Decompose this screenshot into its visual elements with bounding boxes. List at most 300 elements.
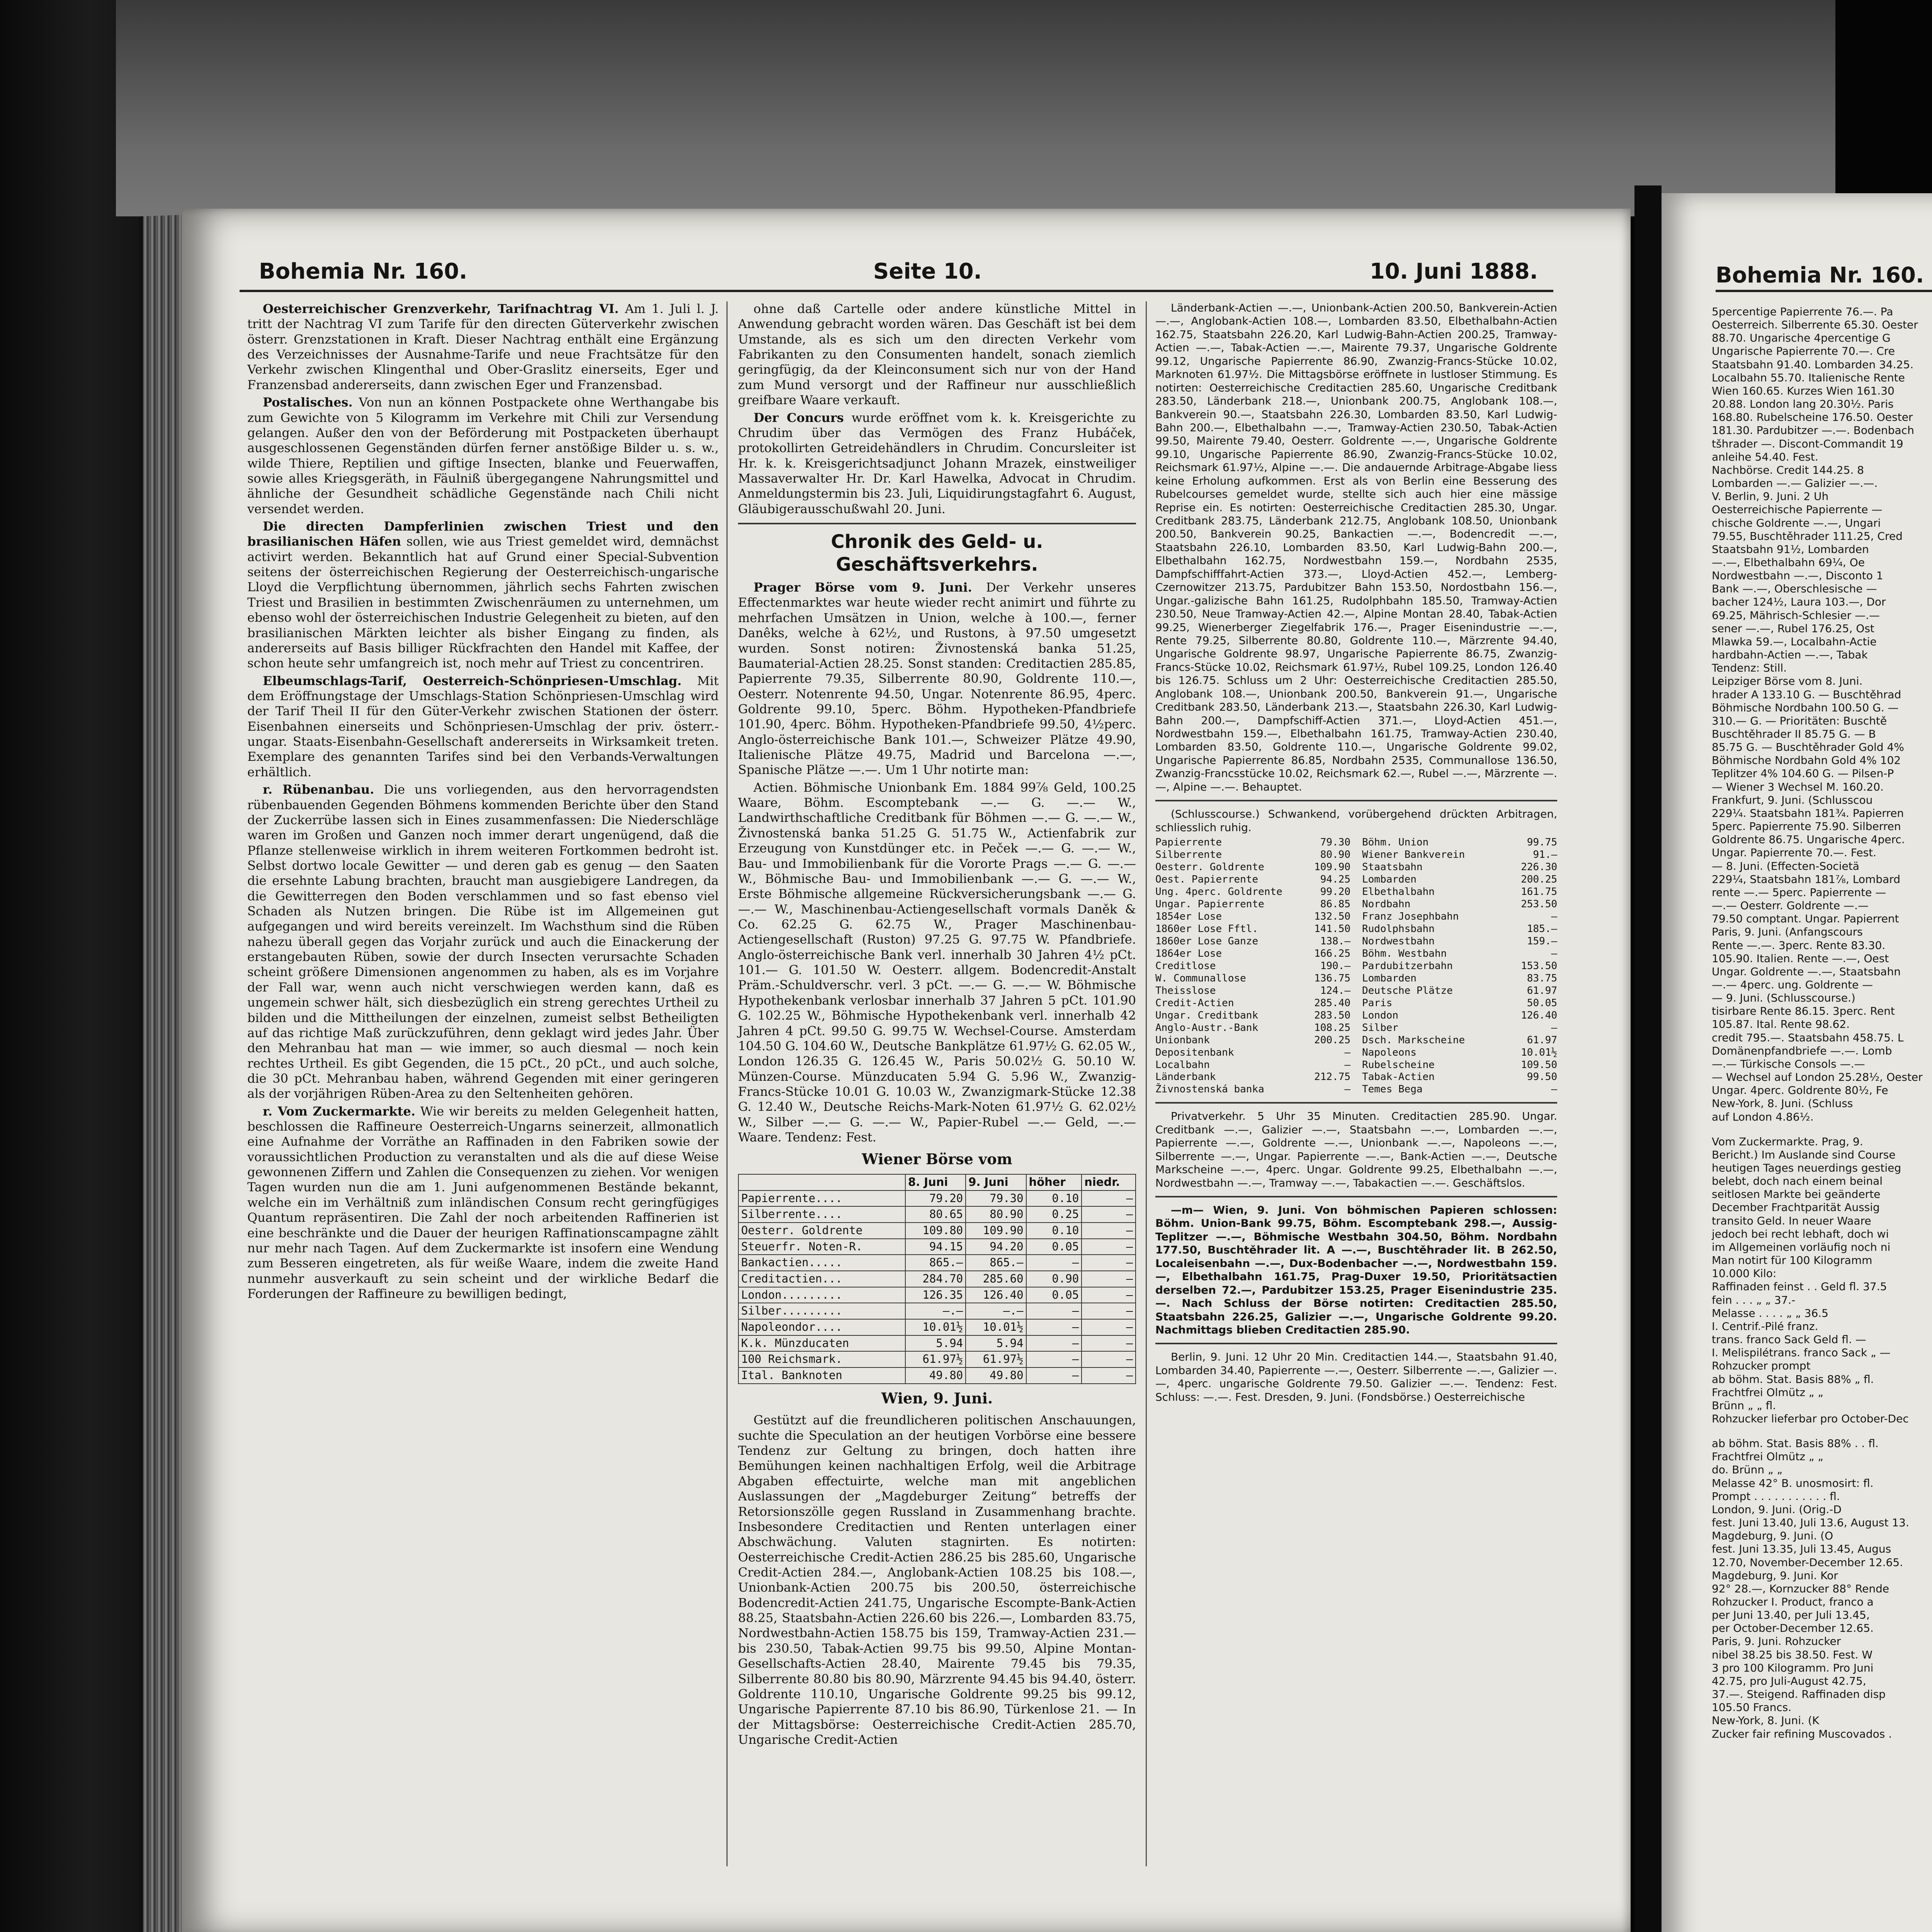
- course-value: 61.97: [1527, 1034, 1557, 1046]
- course-value: 99.20: [1320, 886, 1350, 898]
- course-item: [1362, 911, 1557, 923]
- text-line: Wien 160.65. Kurzes Wien 161.30: [1712, 384, 1895, 397]
- course-name: Ungar. Creditbank: [1155, 1009, 1259, 1021]
- table-cell: 49.80: [905, 1367, 966, 1384]
- page-header: [240, 243, 1553, 292]
- course-item: [1362, 1034, 1557, 1047]
- adjacent-page: [1662, 193, 1932, 1932]
- text-line: transito Geld. In neuer Waare: [1712, 1214, 1871, 1227]
- text-line: Bank —.—, Oberschlesische —: [1712, 582, 1877, 595]
- article-wien: Gestützt auf die freundlicheren politischen Anschauungen, suchte die Speculation an der heutigen Vorbörse eine bessere Tendenz zur Geltung zu bringen, doch hatten ihre Bemühungen keinen nachhaltigen Erfolg, weil die Arbitrage Abgaben effectuirte, welche man mit angeblichen Auslassungen der „Magdeburger Zeitung“ betreffs der Retorsionszölle gegen Russland in Zusammenhang brachte. Insbesondere Creditactien und Renten unterlagen einer Abschwächung. Valuten stagnirten. Es notirten: Oesterreichische Credit-Actien 286.25 bis 285.60, Ungarische Credit-Actien 284.—, Anglobank-Actien 108.25 bis 108.—, Unionbank-Actien 200.75 bis 200.50, österreichische Bodencredit-Actien 241.75, Ungarische Escompte-Bank-Actien 88.25, Staatsbahn-Actien 226.60 bis 226.—, Lombarden 83.75, Nordwestbahn-Actien 158.75 bis 159, Tramway-Actien 231.— bis 230.50, Tabak-Actien 99.75 bis 99.50, Alpine Montan-Gesellschafts-Actien 28.40, Mairente 79.45 bis 79.35, Silberrente 80.80 bis 80.90, Märzrente 94.45 bis 94.40, österr. Goldrente 110.10, Ungarische Goldrente 99.25 bis 99.12, Ungarische Papierrente 87.10 bis 86.90, Türkenlose 21. — In der Mittagsbörse: Oesterreichische Credit-Actien 285.70, Ungarische Credit-Actien: [738, 1413, 1136, 1747]
- table-cell: Silber.........: [738, 1303, 905, 1319]
- course-item: [1155, 923, 1350, 935]
- text-line: 12.70, November-December 12.65.: [1712, 1556, 1903, 1569]
- section-divider: [1155, 1196, 1557, 1197]
- column-left: [247, 301, 719, 1304]
- course-value: 94.25: [1320, 873, 1350, 885]
- table-cell: —: [1082, 1190, 1136, 1207]
- table-cell: —: [1026, 1351, 1082, 1367]
- table-cell: 285.60: [966, 1271, 1026, 1287]
- article-schlusscourse: (Schlusscourse.) Schwankend, vorübergehend drückten Arbitragen, schliesslich ruhig.: [1155, 808, 1557, 834]
- course-item: [1362, 997, 1557, 1010]
- text-line: Rohzucker prompt: [1712, 1359, 1811, 1372]
- article-title: Der Concurs: [753, 410, 844, 425]
- table-cell: K.k. Münzducaten: [738, 1335, 905, 1352]
- course-name: 1864er Lose: [1155, 947, 1222, 959]
- course-value: 124.—: [1320, 985, 1350, 997]
- text-line: rente —.— 5perc. Papierrente —: [1712, 886, 1886, 899]
- article-text: sollen, wie aus Triest gemeldet wird, demnächst activirt werden. Bekanntlich hat auf Grund einer Special-Subvention seitens der österreichischen Regierung der Oesterreichisch-ungarische Lloyd die Verpflichtung übernommen, jährlich sechs Fahrten zwischen Triest und Brasilien in bestimmten Zwischenräumen zu unternehmen, um ebenso wohl der österreichischen Industrie Gelegenheit zu bieten, auf den brasilianischen Märkten leichter als bisher Eingang zu finden, als andererseits auf Basis billiger Rückfrachten den Handel mit Kaffee, der schon heute sehr umfangreich ist, noch mehr auf Triest zu concentriren.: [247, 534, 719, 671]
- text-line: 105.90. Italien. Rente —.—, Oest: [1712, 952, 1889, 965]
- course-item: [1155, 985, 1350, 997]
- article-prager-boerse: [738, 580, 1136, 778]
- text-line: chische Goldrente —.—, Ungari: [1712, 516, 1881, 529]
- text-line: fest. Juni 13.35, Juli 13.45, Augus: [1712, 1543, 1891, 1556]
- table-cell: 61.97½: [905, 1351, 966, 1367]
- text-line: —.—, Elbethalbahn 69¼, Oe: [1712, 556, 1865, 569]
- text-line: Frachtfrei Olmütz „ „: [1712, 1386, 1823, 1399]
- table-cell: —: [1026, 1255, 1082, 1271]
- table-header: [738, 1174, 905, 1190]
- text-line: nibel 38.25 bis 38.50. Fest. W: [1712, 1648, 1873, 1661]
- table-cell: Ital. Banknoten: [738, 1367, 905, 1384]
- course-value: 153.50: [1521, 960, 1557, 972]
- article-text: Am 1. Juli l. J. tritt der Nachtrag VI zum Tarife für den directen Güterverkehr zwischen österr. Grenzstationen in Kraft. Dieser Nachtrag enthält eine Ergänzung des Verzeichnisses der Ausnahme-Tarife und neue Frachtsätze für den Verkehr zwischen Klingenthal und Ober-Graslitz einerseits, Eger und Franzensbad andererseits, dann zwischen Eger und Franzensbad.: [247, 301, 719, 392]
- text-line: 92° 28.—, Kornzucker 88° Rende: [1712, 1582, 1889, 1595]
- text-line: Paris, 9. Juni. Rohzucker: [1712, 1635, 1841, 1648]
- text-line: 20.88. London lang 20.30½. Paris: [1712, 398, 1894, 411]
- text-line: I. Centrif.-Pilé franz.: [1712, 1320, 1818, 1333]
- course-value: 212.75: [1314, 1071, 1350, 1083]
- text-line: Buschtěhrader II 85.75 G. — B: [1712, 728, 1876, 740]
- text-line: ab böhm. Stat. Basis 88% . . fl.: [1712, 1437, 1879, 1450]
- table-cell: —: [1082, 1271, 1136, 1287]
- text-line: hardbahn-Actien —.—, Tabak: [1712, 648, 1868, 662]
- table-cell: 94.20: [966, 1239, 1026, 1255]
- course-value: 91.—: [1533, 849, 1557, 861]
- text-line: per October-December 12.65.: [1712, 1622, 1874, 1635]
- course-item: [1362, 985, 1557, 997]
- text-line: 168.80. Rubelscheine 176.50. Oester: [1712, 411, 1913, 424]
- text-line: Melasse . . . . „ „ 36.5: [1712, 1306, 1828, 1320]
- film-background-top: [116, 0, 1835, 216]
- text-line: Böhmische Nordbahn 100.50 G. —: [1712, 701, 1899, 714]
- text-line: — Wechsel auf London 25.28½, Oester: [1712, 1071, 1923, 1084]
- text-line: V. Berlin, 9. Juni. 2 Uh: [1712, 490, 1829, 503]
- course-value: 86.85: [1320, 898, 1350, 910]
- text-line: fein . . . „ „ 37.-: [1712, 1293, 1796, 1306]
- newspaper-page: [182, 209, 1631, 1932]
- course-name: 1860er Lose Ganze: [1155, 935, 1259, 947]
- text-line: Oesterreich. Silberrente 65.30. Oester: [1712, 318, 1918, 332]
- text-line: sener —.—, Rubel 176.25, Ost: [1712, 622, 1874, 635]
- course-value: 226.30: [1521, 861, 1557, 873]
- table-cell: 109.90: [966, 1223, 1026, 1239]
- course-name: Lombarden: [1362, 972, 1417, 984]
- course-item: [1155, 837, 1350, 849]
- article-title: Elbeumschlags-Tarif, Oesterreich-Schönpriesen-Umschlag.: [263, 673, 682, 688]
- article-title: Prager Börse vom 9. Juni.: [753, 580, 972, 595]
- course-name: Depositenbank: [1155, 1046, 1234, 1058]
- text-line: Ungarische Papierrente 70.—. Cre: [1712, 345, 1895, 358]
- text-line: belebt, doch nach einem beinal: [1712, 1175, 1883, 1188]
- article-berlin: Berlin, 9. Juni. 12 Uhr 20 Min. Creditactien 144.—, Staatsbahn 91.40, Lombarden 34.40, Papierrente —.—, Oesterr. Silberrente —.—, Galizier —.—, 4perc. ungarische Goldrente 79.50. Galizier —.—. Tendenz: Fest. Schluss: —.—. Fest. Dresden, 9. Juni. (Fondsbörse.) Oesterreichische: [1155, 1350, 1557, 1403]
- text-line: heutigen Tages neuerdings gestieg: [1712, 1162, 1901, 1174]
- course-value: 166.25: [1314, 947, 1350, 959]
- course-name: Ung. 4perc. Goldrente: [1155, 886, 1282, 898]
- text-line: Mlawka 59.—, Localbahn-Actie: [1712, 635, 1877, 648]
- course-name: Rubelscheine: [1362, 1059, 1435, 1071]
- table-header: 9. Juni: [966, 1174, 1026, 1190]
- text-line: tisirbare Rente 86.15. 3perc. Rent: [1712, 1005, 1895, 1018]
- text-line: im Allgemeinen vorläufig noch ni: [1712, 1240, 1891, 1253]
- text-line: Domänenpfandbriefe —.—. Lomb: [1712, 1044, 1892, 1057]
- course-item: [1362, 1047, 1557, 1059]
- text-line: credit 795.—. Staatsbahn 458.75. L: [1712, 1031, 1904, 1044]
- course-name: Tabak-Actien: [1362, 1071, 1435, 1083]
- table-row: [738, 1190, 1136, 1207]
- text-line: — 8. Juni. (Effecten-Societä: [1712, 859, 1859, 872]
- table-header: höher: [1026, 1174, 1082, 1190]
- table-cell: Papierrente....: [738, 1190, 905, 1207]
- course-name: Rudolphsbahn: [1362, 923, 1435, 935]
- course-item: [1155, 960, 1350, 973]
- table-row: [738, 1319, 1136, 1335]
- text-line: ab böhm. Stat. Basis 88% „ fl.: [1712, 1372, 1874, 1386]
- course-name: Staatsbahn: [1362, 861, 1423, 873]
- course-item: [1362, 1071, 1557, 1083]
- table-row: [738, 1287, 1136, 1303]
- course-name: 1854er Lose: [1155, 910, 1222, 922]
- course-name: Lombarden: [1362, 873, 1417, 885]
- text-line: Raffinaden feinst . . Geld fl. 37.5: [1712, 1280, 1887, 1293]
- text-line: I. Melispilétrans. franco Sack „ —: [1712, 1346, 1891, 1359]
- text-line: hrader A 133.10 G. — Buschtěhrad: [1712, 688, 1901, 701]
- text-line: Lombarden —.— Galizier —.—.: [1712, 477, 1878, 490]
- table-cell: Creditactien...: [738, 1271, 905, 1287]
- text-line: 181.30. Pardubitzer —.—. Bodenbach: [1712, 424, 1914, 437]
- text-line: Frachtfrei Olmütz „ „: [1712, 1450, 1823, 1463]
- course-value: —: [1551, 910, 1557, 922]
- text-line: Staatsbahn 91½, Lombarden: [1712, 543, 1869, 556]
- text-line: 85.75 G. — Buschtěhrader Gold 4%: [1712, 741, 1904, 754]
- table-cell: 100 Reichsmark.: [738, 1351, 905, 1367]
- text-line: Staatsbahn 91.40. Lombarden 34.25.: [1712, 358, 1914, 371]
- course-value: —: [1344, 1046, 1350, 1058]
- course-value: 136.75: [1314, 972, 1350, 984]
- table-cell: 79.30: [966, 1190, 1026, 1207]
- text-line: trans. franco Sack Geld fl. —: [1712, 1333, 1866, 1346]
- text-line: do. Brünn „ „: [1712, 1463, 1782, 1476]
- text-line: New-York, 8. Juni. (Schluss: [1712, 1097, 1853, 1110]
- course-name: Temes Bega: [1362, 1083, 1423, 1095]
- text-line: 105.87. Ital. Rente 98.62.: [1712, 1018, 1850, 1031]
- text-line: Ungar. Goldrente —.—, Staatsbahn: [1712, 965, 1901, 978]
- course-name: W. Communallose: [1155, 972, 1246, 984]
- course-value: 285.40: [1314, 997, 1350, 1009]
- table-cell: —: [1082, 1255, 1136, 1271]
- text-line: 229¼, Staatsbahn 181⅞, Lombard: [1712, 872, 1900, 886]
- table-row: [738, 1351, 1136, 1367]
- course-item: [1155, 874, 1350, 886]
- course-name: Oesterr. Goldrente: [1155, 861, 1264, 873]
- course-value: —: [1551, 1022, 1557, 1034]
- course-name: Creditlose: [1155, 960, 1216, 972]
- course-item: [1362, 837, 1557, 849]
- table-cell: —: [1026, 1335, 1082, 1352]
- text-line: Oesterreichische Papierrente —: [1712, 503, 1883, 516]
- table-header-row: [738, 1174, 1136, 1190]
- text-line: auf London 4.86½.: [1712, 1110, 1814, 1123]
- course-name: Dsch. Markscheine: [1362, 1034, 1465, 1046]
- course-item: [1362, 886, 1557, 898]
- section-divider: [738, 523, 1136, 524]
- article-text: wurde eröffnet vom k. k. Kreisgerichte zu Chrudim über das Vermögen des Franz Hubáček, protokollirten Getreidehändlers in Chrudim. Concursleiter ist Hr. k. k. Kreisgerichtsadjunct Johann Mrazek, einstweiliger Massaverwalter Hr. Dr. Karl Hawelka, Advocat in Chrudim. Anmeldungstermin bis 23. Juli, Liquidirungstagfahrt 6. August, Gläubigerausschußwahl 20. Juni.: [738, 410, 1136, 516]
- course-name: London: [1362, 1009, 1398, 1021]
- table-cell: Silberrente....: [738, 1206, 905, 1223]
- course-item: [1362, 973, 1557, 985]
- article-text: Die uns vorliegenden, aus den hervorragendsten rübenbauenden Gegenden Böhmens kommenden Berichte über den Stand der Zuckerrübe lassen sich in Eines zusammenfassen: Die Niederschläge waren im Großen und Ganzen noch immer derart ungenügend, daß die Pflanze stellenweise wirklich in ihrem weiteren Fortkommen bedroht ist. Selbst dortwo locale Gewitter — und deren gab es genug — den Saaten die ersehnte Labung brachten, braucht man ausgiebigere Landregen, da die Gewitterregen den Boden verschlammen und so fast ebenso viel Schaden als Nutzen bringen. Die Rübe ist im Allgemeinen gut aufgegangen und wird bereits vereinzelt. Im Wachsthum sind die Rüben nahezu überall gegen das Vorjahr zurück und auch die Einackerung der erstangebauten Rüben, sowie der durch Insecten verursachte Schaden scheint größere Dimensionen angenommen zu haben, als es im Vorjahre der Fall war, wenn auch nicht verschwiegen werden kann, daß es ungemein schwer hält, sich diesbezüglich ein streng gerechtes Urtheil zu bilden und die Mittheilungen der einzelnen, zumeist selbst Betheiligten auf das richtige Maß zurückzuführen, denn geklagt wird jedes Jahr. Über den Mehranbau hat man — wie immer, so auch diesmal — noch kein rechtes Urtheil. Es gibt Gegenden, die 15 pCt., 20 pCt., und auch solche, die 30 pCt. Mehranbau haben, während Gegenden mit einer geringeren als der vorjährigen Rüben-Area zu den Seltenheiten gehören.: [247, 782, 719, 1101]
- table-cell: —: [1082, 1239, 1136, 1255]
- course-value: 200.25: [1314, 1034, 1350, 1046]
- text-line: Brünn „ „ fl.: [1712, 1399, 1776, 1412]
- course-value: —: [1551, 947, 1557, 959]
- article-mittagsboerse: Länderbank-Actien —.—, Unionbank-Actien 200.50, Bankverein-Actien —.—, Anglobank-Actien 108.—, Lombarden 83.50, Elbethalbahn-Actien 162.75, Staatsbahn 226.20, Karl Ludwig-Bahn-Actien 200.25, Tramway-Actien —.—, Tabak-Actien —.—, Mairente 79.37, Ungarische Goldrente 99.12, Ungarische Papierrente 86.90, Zwanzig-Francs-Stücke 10.02, Marknoten 61.97½. Die Mittagsbörse eröffnete in lustloser Stimmung. Es notirten: Oesterreichische Creditactien 285.60, Ungarische Creditbank 283.50, Länderbank 218.—, Unionbank 200.75, Anglobank 108.—, Bankverein 90.—, Staatsbahn 226.30, Lombarden 83.50, Karl Ludwig-Bahn 200.—, Elbethalbahn —.—, Tramway-Actien 230.50, Tabak-Actien 99.50, Mairente 79.40, Oesterr. Goldrente —.—, Ungarische Goldrente 99.10, Ungarische Papierrente 86.90, Zwanzig-Francs-Stücke 10.02, Reichsmark 61.97½, Alpine —.—. Die andauernde Arbitrage-Abgabe liess keine Erholung aufkommen. Erst als von Berlin eine Besserung des Rubelcourses gemeldet wurde, stellte sich auch hier eine mässige Reprise ein. Es notirten: Oesterreichische Creditactien 285.30, Ungar. Creditbank 283.75, Länderbank 212.75, Anglobank 108.50, Unionbank 200.50, Bankverein 90.25, Bankactien —.—, Bodencredit —.—, Staatsbahn 226.10, Lombarden 83.50, Karl Ludwig-Bahn 200.—, Elbethalbahn 162.75, Nordwestbahn 159.—, Nordbahn 2535, Dampfschifffahrt-Actien 373.—, Lloyd-Actien 452.—, Lemberg-Czernowitzer 213.75, Pardubitzer Bahn 153.50, Nordostbahn 156.—, Ungar.-galizische Bahn 161.25, Rudolphbahn 185.50, Tramway-Actien 230.50, Neue Tramway-Actien 42.—, Alpine Montan 28.40, Tabak-Actien 99.25, Wienerberger Ziegelfabrik 176.—, Prager Eisenindustrie —.—, Rente 79.25, Silberrente 80.80, Goldrente 110.—, Märzrente 94.40, Ungarische Goldrente 98.97, Ungarische Papierrente 86.75, Zwanzig-Francs-Stücke 10.02, Reichsmark 61.97½, Rubel 109.25, London 126.40 bis 126.75. Schluss um 2 Uhr: Oesterreichische Creditactien 285.50, Anglobank 108.—, Unionbank 200.50, Bankverein 91.—, Ungarische Creditbank 283.50, Länderbank 213.—, Staatsbahn 226.30, Karl Ludwig-Bahn 200.—, Dampfschiff-Actien 371.—, Lloyd-Actien 451.—, Nordwestbahn 159.—, Elbethalbahn 161.75, Tramway-Actien 230.40, Lombarden 83.50, Goldrente 110.—, Ungarische Goldrente 99.02, Ungarische Papierrente 86.85, Nordbahn 2535, Communallose 136.50, Zwanzig-Francsstücke 10.02, Reichsmark 62.—, Rubel —.—, Märzrente —.—, Alpine —.—. Behauptet.: [1155, 301, 1557, 793]
- text-line: bacher 124½, Laura 103.—, Dor: [1712, 595, 1886, 609]
- text-line: 10.000 Kilo:: [1712, 1267, 1777, 1280]
- text-line: — Wiener 3 Wechsel M. 160.20.: [1712, 780, 1884, 793]
- table-cell: —: [1026, 1303, 1082, 1319]
- text-line: 79.55, Buschtěhrader 111.25, Cred: [1712, 529, 1903, 543]
- course-item: [1362, 898, 1557, 911]
- table-cell: 865.—: [966, 1255, 1026, 1271]
- course-item: [1155, 1071, 1350, 1083]
- text-line: anleihe 54.40. Fest.: [1712, 450, 1818, 463]
- text-line: — 9. Juni. (Schlusscourse.): [1712, 992, 1855, 1005]
- table-cell: —: [1082, 1319, 1136, 1335]
- table-row: [738, 1271, 1136, 1287]
- table-cell: —: [1082, 1367, 1136, 1384]
- course-name: Anglo-Austr.-Bank: [1155, 1022, 1259, 1034]
- course-value: 109.50: [1521, 1059, 1557, 1071]
- course-name: 1860er Lose Fftl.: [1155, 923, 1259, 935]
- text-line: Tendenz: Still.: [1712, 662, 1787, 675]
- course-name: Pardubitzerbahn: [1362, 960, 1453, 972]
- course-value: 190.—: [1320, 960, 1350, 972]
- table-cell: 0.25: [1026, 1206, 1082, 1223]
- course-name: Silberrente: [1155, 849, 1222, 861]
- text-line: [1712, 1425, 1932, 1437]
- text-line: Bericht.) Im Auslande sind Course: [1712, 1148, 1896, 1161]
- table-row: [738, 1335, 1136, 1352]
- course-item: [1362, 948, 1557, 960]
- header-page-number: Seite 10.: [873, 259, 982, 284]
- text-line: —.— Oesterr. Goldrente —.—: [1712, 899, 1869, 912]
- course-name: Oest. Papierrente: [1155, 873, 1259, 885]
- course-item: [1362, 861, 1557, 874]
- adjacent-page-column: [1712, 305, 1932, 1741]
- article-text: Mit dem Eröffnungstage der Umschlags-Station Schönpriesen-Umschlag wird der Tarif Theil II für den Güter-Verkehr zwischen Stationen der österr. Eisenbahnen einerseits und Schönpriesen-Umschlag der priv. österr.-ungar. Staats-Eisenbahn-Gesellschaft andererseits in Wirksamkeit treten. Exemplare des genannten Tarifes sind bei den Verbands-Verwaltungen erhältlich.: [247, 673, 719, 779]
- text-line: Rente —.—. 3perc. Rente 83.30.: [1712, 939, 1886, 952]
- table-cell: —: [1082, 1223, 1136, 1239]
- article-title: Oesterreichischer Grenzverkehr, Tarifnachtrag VI.: [263, 301, 619, 316]
- text-line: 79.50 comptant. Ungar. Papierrent: [1712, 912, 1899, 925]
- text-line: 88.70. Ungarische 4percentige G: [1712, 332, 1891, 345]
- text-line: 310.— G. — Prioritäten: Buschtě: [1712, 714, 1887, 727]
- text-line: Zucker fair refining Muscovados .: [1712, 1727, 1892, 1740]
- course-value: 283.50: [1314, 1009, 1350, 1021]
- article-title: r. Vom Zuckermarkte.: [263, 1104, 415, 1119]
- table-cell: —: [1026, 1319, 1082, 1335]
- course-value: 99.50: [1527, 1071, 1557, 1083]
- article-title: Die directen Dampferlinien zwischen Triest und den brasilianischen Häfen: [247, 519, 719, 549]
- course-name: Ungar. Papierrente: [1155, 898, 1264, 910]
- table-cell: 10.01½: [905, 1319, 966, 1335]
- table-cell: 0.05: [1026, 1239, 1082, 1255]
- course-item: [1362, 849, 1557, 861]
- text-line: Böhmische Nordbahn Gold 4% 102: [1712, 754, 1901, 767]
- course-value: 253.50: [1521, 898, 1557, 910]
- text-line: 5percentige Papierrente 76.—. Pa: [1712, 305, 1893, 318]
- text-line: New-York, 8. Juni. (K: [1712, 1714, 1820, 1727]
- text-line: Goldrente 86.75. Ungarische 4perc.: [1712, 833, 1905, 846]
- text-line: tšhrader —. Discont-Commandit 19: [1712, 437, 1903, 450]
- course-value: 159.—: [1527, 935, 1557, 947]
- article-dampferlinien: [247, 519, 719, 671]
- table-cell: —: [1082, 1303, 1136, 1319]
- table-cell: 61.97½: [966, 1351, 1026, 1367]
- course-value: 83.75: [1527, 972, 1557, 984]
- column-right: [1155, 301, 1557, 1406]
- table-body: [738, 1190, 1136, 1384]
- table-cell: 865.—: [905, 1255, 966, 1271]
- table-cell: 10.01½: [966, 1319, 1026, 1335]
- text-line: Paris, 9. Juni. (Anfangscours: [1712, 925, 1863, 939]
- course-item: [1155, 1034, 1350, 1047]
- course-item: [1362, 1010, 1557, 1022]
- course-value: 185.—: [1527, 923, 1557, 935]
- table-cell: Oesterr. Goldrente: [738, 1223, 905, 1239]
- chronik-heading: Chronik des Geld- u. Geschäftsverkehrs.: [831, 531, 1043, 576]
- course-name: Nordbahn: [1362, 898, 1411, 910]
- table-cell: —.—: [905, 1303, 966, 1319]
- course-item: [1155, 861, 1350, 874]
- course-value: 132.50: [1314, 910, 1350, 922]
- article-text: Von nun an können Postpackete ohne Werthangabe bis zum Gewichte von 5 Kilogramm im Verkehre mit Chili zur Versendung gelangen. Außer den von der Beförderung mit Postpacketen überhaupt ausgeschlossenen Gegenständen dürfen ferner anstößige Bilder u. s. w., wilde Thiere, Reptilien und giftige Insecten, blanke und Feuerwaffen, sowie alles Kriegsgeräth, in Fäulniß übergegangene Nahrungsmittel und ähnliche der Gesundheit schädliche Gegenstände nach Chili nicht versendet werden.: [247, 395, 719, 516]
- text-line: Magdeburg, 9. Juni. Kor: [1712, 1569, 1838, 1582]
- wiener-boerse-heading: Wiener Börse vom: [862, 1150, 1012, 1168]
- text-line: seitlosen Markte bei geänderte: [1712, 1188, 1881, 1201]
- table-cell: —: [1026, 1367, 1082, 1384]
- text-line: 229¼. Staatsbahn 181¾. Papierren: [1712, 806, 1904, 820]
- article-title: r. Rübenanbau.: [263, 782, 374, 797]
- header-date: 10. Juni 1888.: [1369, 259, 1538, 284]
- table-row: [738, 1255, 1136, 1271]
- course-value: —: [1344, 1083, 1350, 1095]
- table-cell: 0.10: [1026, 1190, 1082, 1207]
- table-cell: —: [1082, 1351, 1136, 1367]
- column-rule: [1146, 301, 1147, 1866]
- text-line: Nordwestbahn —.—, Disconto 1: [1712, 569, 1883, 582]
- course-item: [1362, 960, 1557, 973]
- table-cell: 126.35: [905, 1287, 966, 1303]
- text-line: Rohzucker I. Product, franco a: [1712, 1595, 1874, 1608]
- article-text: Wie wir bereits zu melden Gelegenheit hatten, beschlossen die Raffineure Oesterreich-Ungarns seinerzeit, allmonatlich eine Aufnahme der Vorräthe an Raffinaden in den Fabriken sowie der voraussichtlichen Production zu veranstalten und als die auf diese Weise gewonnenen Ziffern und Zahlen die Consequenzen zu ziehen. Vor wenigen Tagen wurden nun die am 1. Juni aufgenommenen Bestände bekannt, welche ein im Verhältniß zum inländischen Consum recht geringfügiges Quantum repräsentiren. Die Zahl der noch arbeitenden Raffinerien ist eine beschränkte und die Dauer der heurigen Raffinationscampagne zählt nur mehr nach Tagen. Auf dem Zuckermarkte ist insofern eine Wendung zum Besseren eingetreten, als für weiße Waare, indem die zweite Hand nunmehr ausverkauft zu sein scheint und der wirkliche Bedarf die Forderungen der Raffineure zu bewilligen bedingt,: [247, 1104, 719, 1301]
- table-cell: 0.10: [1026, 1223, 1082, 1239]
- text-line: 42.75, pro Juli-August 42.75,: [1712, 1674, 1866, 1687]
- course-item: [1155, 911, 1350, 923]
- text-line: [1712, 1124, 1932, 1135]
- text-line: December Frachtparität Aussig: [1712, 1201, 1880, 1214]
- header-publication: Bohemia Nr. 160.: [259, 259, 468, 284]
- course-value: 138.—: [1320, 935, 1350, 947]
- article-continuation: ohne daß Cartelle oder andere künstliche Mittel in Anwendung gebracht worden wären. Das Geschäft ist bei dem Umstande, als es sich um den directen Verkehr vom Fabrikanten zu den Consumenten handelt, sonach ziemlich geringfügig, da der Kleinconsument sich nur von der Hand zum Mund versorgt und der Raffineur nur ausschließlich greifbare Waare verkauft.: [738, 301, 1136, 408]
- table-cell: 126.40: [966, 1287, 1026, 1303]
- table-cell: 80.65: [905, 1206, 966, 1223]
- section-divider: [1155, 1102, 1557, 1104]
- course-value: 109.90: [1314, 861, 1350, 873]
- text-line: Localbahn 55.70. Italienische Rente: [1712, 371, 1905, 384]
- course-name: Paris: [1362, 997, 1393, 1009]
- adjacent-page-header: Bohemia Nr. 160.: [1716, 263, 1932, 292]
- text-line: Prompt . . . . . . . . . . . fl.: [1712, 1490, 1840, 1503]
- course-name: Wiener Bankverein: [1362, 849, 1465, 861]
- film-gap: [1634, 185, 1662, 1932]
- course-name: Franz Josephbahn: [1362, 910, 1459, 922]
- text-line: Magdeburg, 9. Juni. (O: [1712, 1529, 1833, 1543]
- course-name: Localbahn: [1155, 1059, 1210, 1071]
- course-item: [1155, 1022, 1350, 1034]
- table-cell: 94.15: [905, 1239, 966, 1255]
- course-name: Deutsche Plätze: [1362, 985, 1453, 997]
- article-privatverkehr: Privatverkehr. 5 Uhr 35 Minuten. Creditactien 285.90. Ungar. Creditbank —.—, Galizier —.—, Staatsbahn —.—, Lombarden —.—, Papierrente —.—, Goldrente —.—, Unionbank —.—, Napoleons —.—, Silberrente —.—, Ungar. Papierrente —.—, Bank-Actien —.—, Deutsche Markscheine —.—, 4perc. Ungar. Goldrente 99.25, Elbethalbahn —.—, Nordwestbahn —.—, Tramway —.—, Tabakactien —.—. Geschäftslos.: [1155, 1110, 1557, 1189]
- article-grenzverkehr: [247, 301, 719, 393]
- course-item: [1155, 886, 1350, 898]
- course-name: Silber: [1362, 1022, 1398, 1034]
- text-line: Vom Zuckermarkte. Prag, 9.: [1712, 1135, 1863, 1148]
- column-middle: [738, 301, 1136, 1750]
- article-text: Der Verkehr unseres Effectenmarktes war heute wieder recht animirt und führte zu mehrfachen Umsätzen in Union, welche à 100.—, ferner Danêks, welche à 62½, und Rustons, à 97.50 umgesetzt wurden. Sonst notiren: Živnostenská banka 51.25, Baumaterial-Actien 28.25. Sonst standen: Creditactien 285.85, Papierrente 79.35, Silberrente 80.90, Goldrente 110.—, Oesterr. Notenrente 94.50, Ungar. Notenrente 86.95, 4perc. Goldrente 99.10, 5perc. Böhm. Hypotheken-Pfandbriefe 101.90, 4perc. Böhm. Hypotheken-Pfandbriefe 99.50, 4½perc. Anglo-österreichische Bank 101.—, Schweizer Plätze 49.90, Italienische Plätze 49.75, Madrid und Barcelona —.—, Spanische Plätze —.—. Um 1 Uhr notirte man:: [738, 580, 1136, 777]
- course-name: Nordwestbahn: [1362, 935, 1435, 947]
- text-line: Teplitzer 4% 104.60 G. — Pilsen-P: [1712, 767, 1894, 780]
- text-line: fest. Juni 13.40, Juli 13.6, August 13.: [1712, 1516, 1909, 1529]
- course-name: Živnostenská banka: [1155, 1083, 1264, 1095]
- course-item: [1155, 849, 1350, 861]
- table-row: [738, 1303, 1136, 1319]
- course-item: [1155, 997, 1350, 1010]
- text-line: Frankfurt, 9. Juni. (Schlusscou: [1712, 793, 1873, 806]
- course-item: [1155, 948, 1350, 960]
- text-line: —.— Türkische Consols —.—: [1712, 1057, 1865, 1070]
- table-cell: —: [1082, 1335, 1136, 1352]
- text-line: Rohzucker lieferbar pro October-Dec: [1712, 1412, 1909, 1425]
- table-row: [738, 1367, 1136, 1384]
- course-value: 10.01½: [1521, 1046, 1557, 1058]
- text-line: per Juni 13.40, per Juli 13.45,: [1712, 1609, 1870, 1622]
- course-item: [1362, 1059, 1557, 1071]
- course-name: Elbethalbahn: [1362, 886, 1435, 898]
- article-title: Postalisches.: [263, 395, 353, 410]
- table-cell: Napoleondor....: [738, 1319, 905, 1335]
- table-cell: 80.90: [966, 1206, 1026, 1223]
- course-name: Unionbank: [1155, 1034, 1210, 1046]
- table-cell: 109.80: [905, 1223, 966, 1239]
- course-name: Böhm. Union: [1362, 837, 1429, 849]
- course-name: Theisslose: [1155, 985, 1216, 997]
- table-row: [738, 1206, 1136, 1223]
- table-cell: 5.94: [966, 1335, 1026, 1352]
- course-value: 200.25: [1521, 873, 1557, 885]
